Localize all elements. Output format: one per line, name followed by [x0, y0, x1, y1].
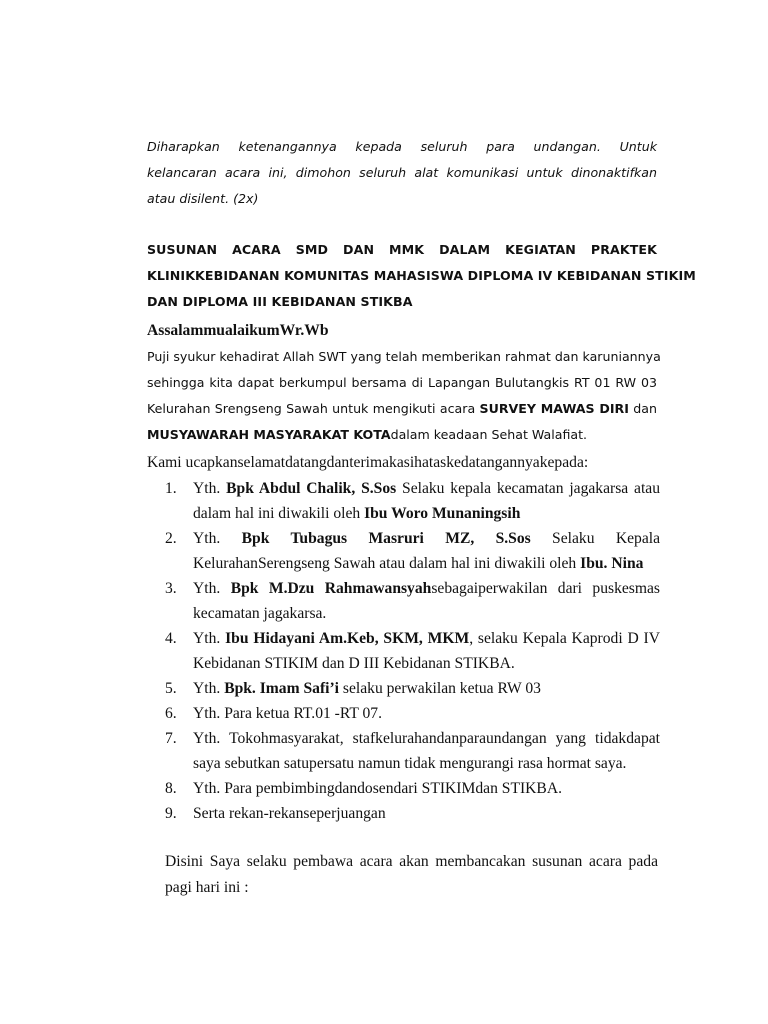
- list-item: 8. Yth. Para pembimbingdandosendari STIKIMdan STIKBA.: [165, 780, 562, 797]
- thanks-line: Kami ucapkanselamatdatangdanterimakasihataskedatangannyakepada:: [147, 454, 589, 471]
- heading-line: DAN DIPLOMA III KEBIDANAN STIKBA: [147, 294, 413, 309]
- list-item: 3. Yth. Bpk M.Dzu Rahmawansyahsebagaiperwakilan dari puskesmas kecamatan jagakarsa.: [165, 580, 660, 622]
- closing-paragraph: [165, 849, 658, 901]
- closing-line: pagi hari ini :: [165, 879, 249, 896]
- heading-line: SUSUNAN ACARA SMD DAN MMK DALAM KEGIATAN PRAKTEK: [147, 242, 657, 257]
- list-item: 1. Yth. Bpk Abdul Chalik, S.Sos Selaku kepala kecamatan jagakarsa atau dalam hal ini diwakili oleh Ibu Woro Munaningsih: [165, 480, 660, 522]
- opening-paragraph: [147, 344, 661, 448]
- para-line: Puji syukur kehadirat Allah SWT yang telah memberikan rahmat dan karuniannya: [147, 349, 661, 364]
- para-line: MUSYAWARAH MASYARAKAT KOTAdalam keadaan Sehat Walafiat.: [147, 427, 588, 442]
- para-line: Kelurahan Srengseng Sawah untuk mengikuti acara SURVEY MAWAS DIRI dan: [147, 401, 657, 416]
- heading-line: KLINIKKEBIDANAN KOMUNITAS MAHASISWA DIPLOMA IV KEBIDANAN STIKIM: [147, 268, 696, 283]
- para-line: sehingga kita dapat berkumpul bersama di Lapangan Bulutangkis RT 01 RW 03: [147, 375, 657, 390]
- list-item: 2. Yth. Bpk Tubagus Masruri MZ, S.Sos Selaku Kepala KelurahanSerengseng Sawah atau dalam hal ini diwakili oleh Ibu. Nina: [165, 530, 660, 572]
- guest-list: [165, 476, 660, 826]
- intro-line: atau disilent. (2x): [147, 191, 259, 206]
- greeting: AssalammualaikumWr.Wb: [147, 322, 329, 339]
- list-item: 9. Serta rekan-rekanseperjuangan: [165, 805, 386, 822]
- list-item: 5. Yth. Bpk. Imam Safi’i selaku perwakilan ketua RW 03: [165, 680, 541, 697]
- list-item: 7. Yth. Tokohmasyarakat, stafkelurahandanparaundangan yang tidakdapat saya sebutkan satupersatu namun tidak mengurangi rasa hormat saya.: [165, 730, 660, 772]
- list-item: 6. Yth. Para ketua RT.01 -RT 07.: [165, 705, 382, 722]
- intro-line: Diharapkan ketenangannya kepada seluruh para undangan. Untuk: [147, 139, 657, 154]
- agenda-heading: [147, 237, 696, 315]
- closing-line: Disini Saya selaku pembawa acara akan membancakan susunan acara pada: [165, 853, 658, 870]
- intro-paragraph: [147, 134, 657, 212]
- list-item: 4. Yth. Ibu Hidayani Am.Keb, SKM, MKM, selaku Kepala Kaprodi D IV Kebidanan STIKIM dan D III Kebidanan STIKBA.: [165, 630, 661, 672]
- intro-line: kelancaran acara ini, dimohon seluruh alat komunikasi untuk dinonaktifkan: [147, 165, 657, 180]
